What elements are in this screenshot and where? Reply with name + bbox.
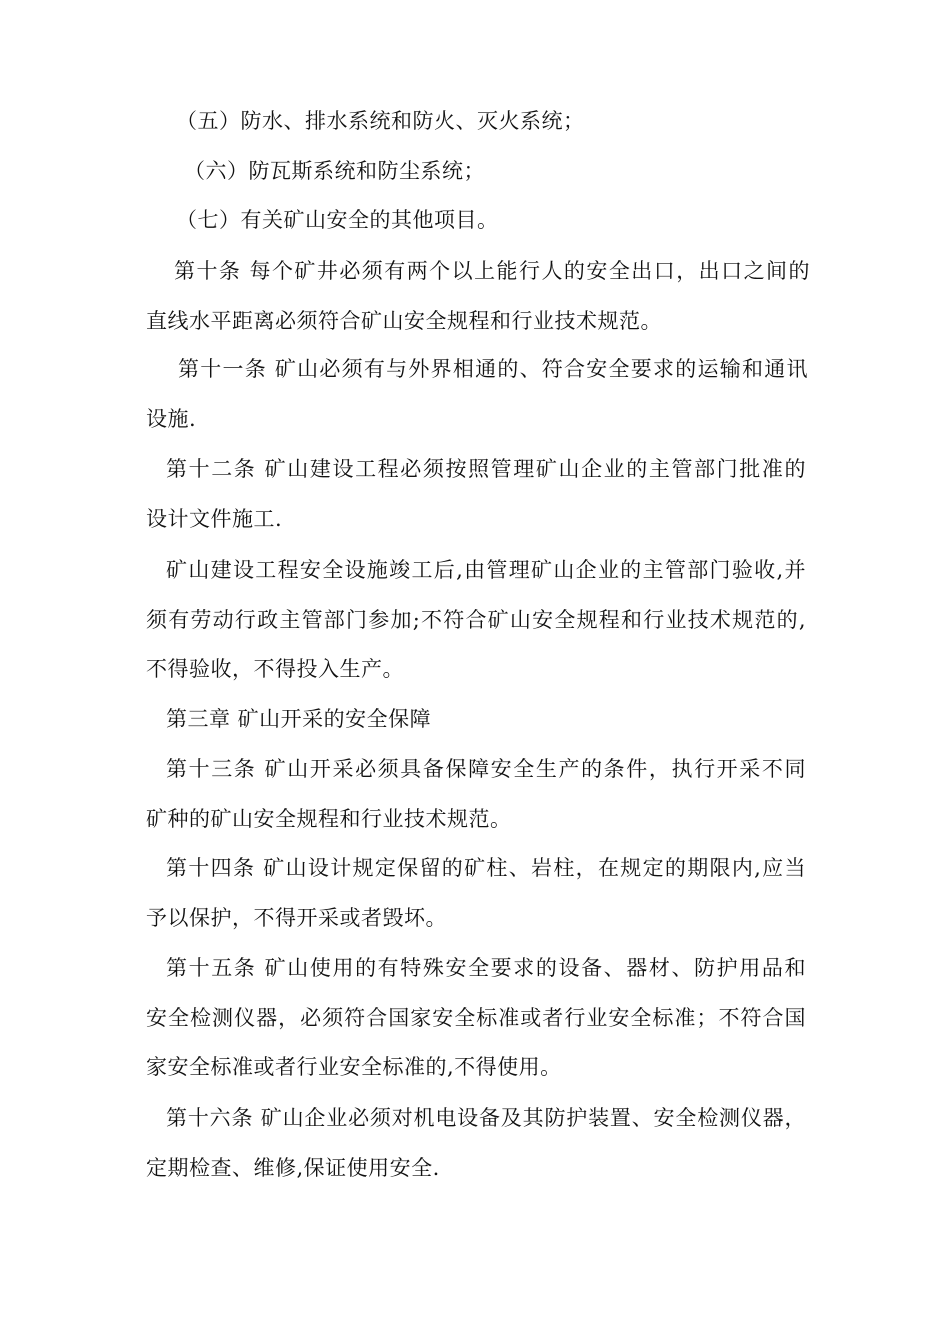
- text-line-12: 不得验收，不得投入生产。: [146, 657, 404, 681]
- text-line-18: 第十五条 矿山使用的有特殊安全要求的设备、器材、防护用品和: [166, 956, 806, 980]
- text-line-19: 安全检测仪器，必须符合国家安全标准或者行业安全标准；不符合国: [146, 1006, 806, 1030]
- text-line-14: 第十三条 矿山开采必须具备保障安全生产的条件，执行开采不同: [166, 757, 806, 781]
- text-line-5: 直线水平距离必须符合矿山安全规程和行业技术规范。: [146, 309, 662, 333]
- text-line-10: 矿山建设工程安全设施竣工后,由管理矿山企业的主管部门验收,并: [166, 558, 806, 582]
- chapter-heading: 第三章 矿山开采的安全保障: [166, 707, 432, 731]
- text-line-8: 第十二条 矿山建设工程必须按照管理矿山企业的主管部门批准的: [166, 457, 806, 481]
- text-line-7: 设施.: [146, 407, 197, 431]
- text-line-4: 第十条 每个矿井必须有两个以上能行人的安全出口，出口之间的: [174, 259, 810, 283]
- text-line-17: 予以保护，不得开采或者毁坏。: [146, 906, 447, 930]
- text-line-20: 家安全标准或者行业安全标准的,不得使用。: [146, 1055, 562, 1079]
- text-line-2: （六）防瓦斯系统和防尘系统；: [184, 159, 485, 183]
- text-line-15: 矿种的矿山安全规程和行业技术规范。: [146, 807, 512, 831]
- text-line-21: 第十六条 矿山企业必须对机电设备及其防护装置、安全检测仪器，: [166, 1106, 806, 1130]
- text-line-1: （五）防水、排水系统和防火、灭火系统；: [176, 109, 585, 133]
- text-line-3: （七）有关矿山安全的其他项目。: [176, 208, 499, 232]
- text-line-11: 须有劳动行政主管部门参加;不符合矿山安全规程和行业技术规范的,: [146, 608, 806, 632]
- text-line-9: 设计文件施工.: [146, 507, 283, 531]
- text-line-22: 定期检查、维修,保证使用安全.: [146, 1156, 440, 1180]
- text-line-6: 第十一条 矿山必须有与外界相通的、符合安全要求的运输和通讯: [178, 357, 808, 381]
- text-line-16: 第十四条 矿山设计规定保留的矿柱、岩柱，在规定的期限内,应当: [166, 856, 806, 880]
